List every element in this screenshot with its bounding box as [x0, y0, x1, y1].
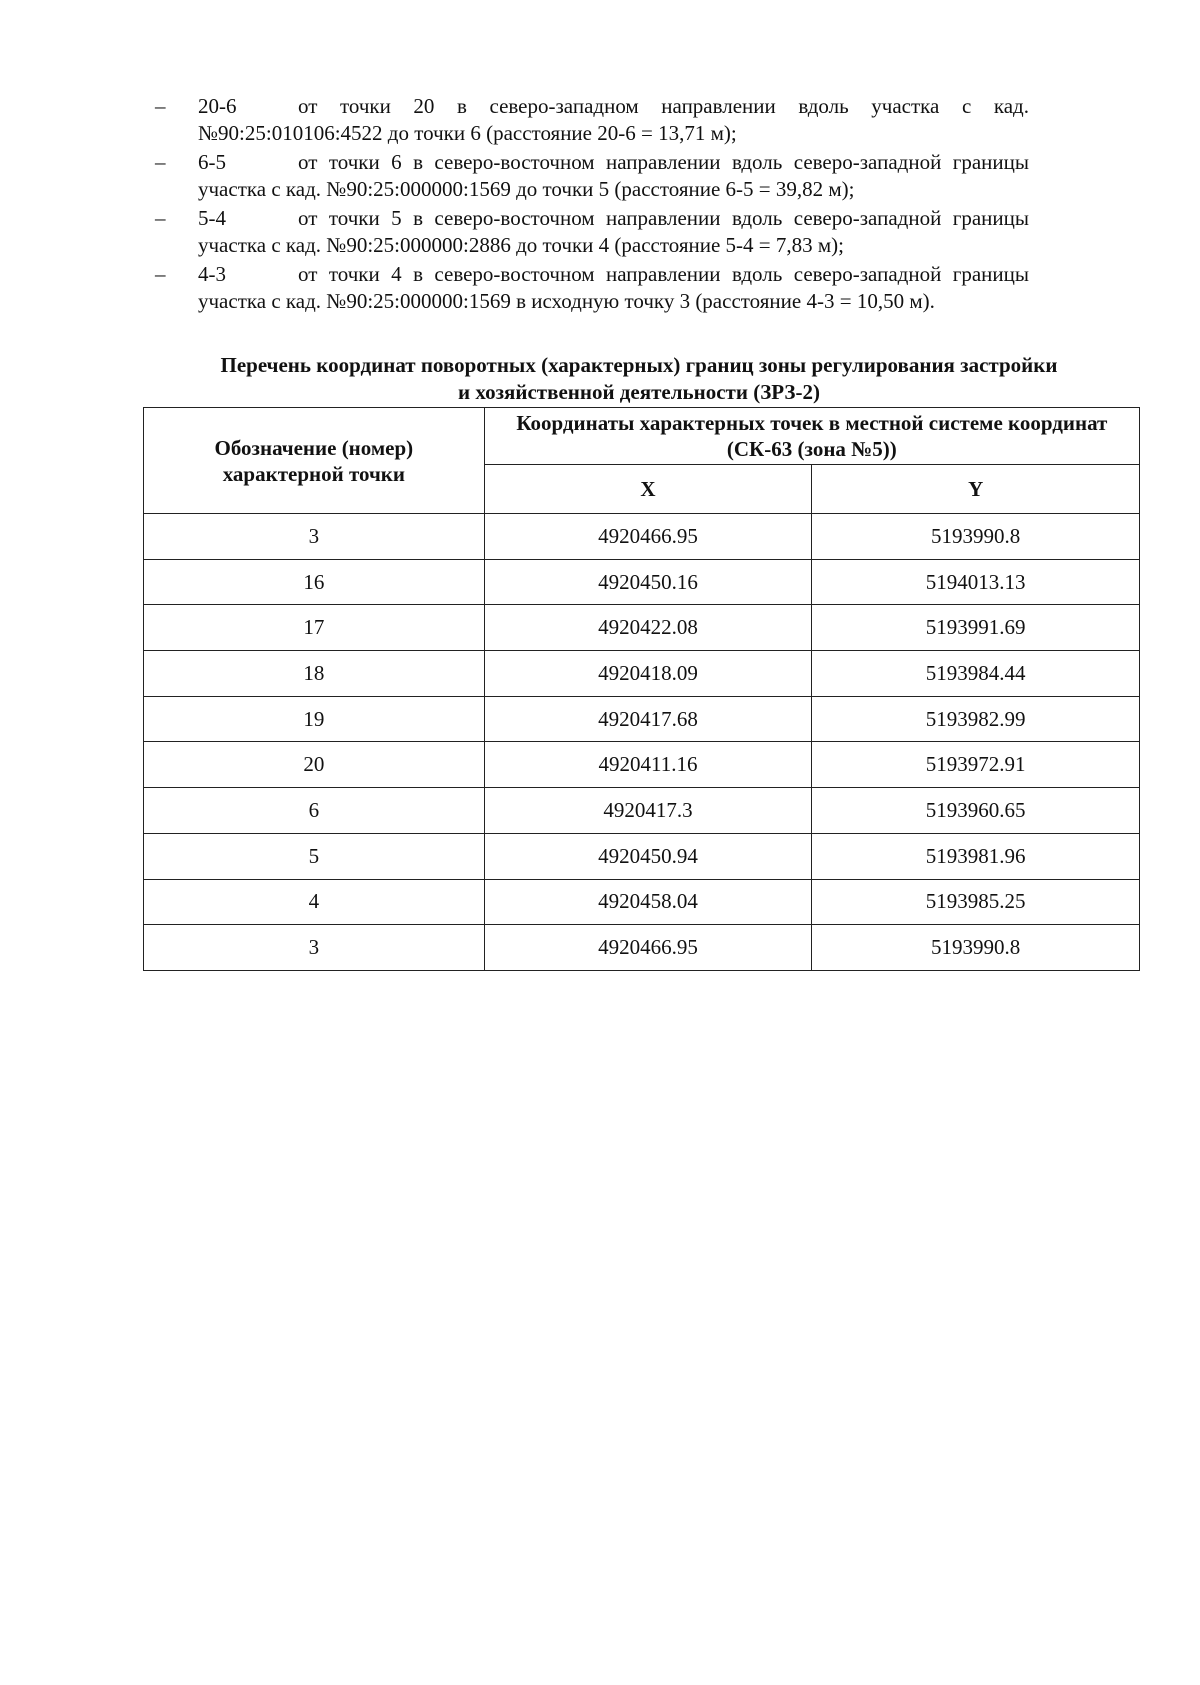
boundary-item-text: от точки 5 в северо-восточном направлении вдоль северо-западной границы — [298, 206, 1029, 230]
cell-x: 4920418.09 — [484, 651, 812, 697]
cell-point: 16 — [144, 559, 485, 605]
table-title-line1: Перечень координат поворотных (характерных) границ зоны регулирования застройки — [220, 353, 1058, 377]
cell-x: 4920466.95 — [484, 925, 812, 971]
table-title-line2: и хозяйственной деятельности (ЗРЗ-2) — [458, 380, 820, 404]
boundary-item-text: от точки 20 в северо-западном направлении вдоль участка с кад. — [298, 94, 1029, 118]
boundary-segment-code: 6-5 — [198, 150, 226, 174]
header-coordinates-group: Координаты характерных точек в местной системе координат (СК-63 (зона №5)) — [484, 408, 1139, 465]
boundary-item-text: от точки 6 в северо-восточном направлении вдоль северо-западной границы — [298, 150, 1029, 174]
boundary-item-line2: участка с кад. №90:25:000000:1569 до точки 5 (расстояние 6-5 = 39,82 м); — [198, 177, 855, 201]
cell-x: 4920417.3 — [484, 788, 812, 834]
boundary-item-line2: №90:25:010106:4522 до точки 6 (расстояние 20-6 = 13,71 м); — [198, 121, 737, 145]
cell-y: 5193982.99 — [812, 696, 1140, 742]
boundary-item-line1 — [198, 93, 1029, 120]
list-dash: – — [155, 150, 166, 174]
table-row — [144, 925, 1140, 971]
list-dash: – — [155, 206, 166, 230]
boundary-segment-code: 4-3 — [198, 262, 226, 286]
cell-point: 3 — [144, 925, 485, 971]
boundary-segment-code: 5-4 — [198, 206, 226, 230]
cell-x: 4920450.94 — [484, 833, 812, 879]
cell-point: 3 — [144, 514, 485, 560]
table-row — [144, 696, 1140, 742]
cell-y: 5193981.96 — [812, 833, 1140, 879]
cell-point: 20 — [144, 742, 485, 788]
header-y: Y — [812, 465, 1140, 514]
cell-y: 5193985.25 — [812, 879, 1140, 925]
table-row — [144, 742, 1140, 788]
table-row — [144, 559, 1140, 605]
boundary-segment-code: 20-6 — [198, 94, 237, 118]
boundary-item-line1 — [198, 261, 1029, 288]
cell-point: 18 — [144, 651, 485, 697]
boundary-description-list — [155, 93, 1123, 317]
boundary-item — [155, 261, 1123, 315]
table-title — [150, 352, 1128, 406]
cell-y: 5193984.44 — [812, 651, 1140, 697]
boundary-item-line1 — [198, 149, 1029, 176]
cell-x: 4920417.68 — [484, 696, 812, 742]
cell-y: 5193960.65 — [812, 788, 1140, 834]
cell-point: 6 — [144, 788, 485, 834]
cell-x: 4920450.16 — [484, 559, 812, 605]
table-row — [144, 833, 1140, 879]
table-row — [144, 651, 1140, 697]
cell-point: 17 — [144, 605, 485, 651]
cell-y: 5194013.13 — [812, 559, 1140, 605]
table-row — [144, 788, 1140, 834]
table-row — [144, 879, 1140, 925]
header-point-designation: Обозначение (номер) характерной точки — [144, 408, 485, 514]
boundary-item — [155, 205, 1123, 259]
cell-x: 4920458.04 — [484, 879, 812, 925]
list-dash: – — [155, 94, 166, 118]
coordinates-table — [143, 407, 1140, 971]
cell-point: 5 — [144, 833, 485, 879]
cell-x: 4920422.08 — [484, 605, 812, 651]
cell-y: 5193990.8 — [812, 514, 1140, 560]
boundary-item-text: от точки 4 в северо-восточном направлении вдоль северо-западной границы — [298, 262, 1029, 286]
list-dash: – — [155, 262, 166, 286]
boundary-item — [155, 149, 1123, 203]
cell-point: 19 — [144, 696, 485, 742]
boundary-item — [155, 93, 1123, 147]
cell-y: 5193991.69 — [812, 605, 1140, 651]
cell-x: 4920411.16 — [484, 742, 812, 788]
boundary-item-line1 — [198, 205, 1029, 232]
header-x: X — [484, 465, 812, 514]
cell-point: 4 — [144, 879, 485, 925]
boundary-item-line2: участка с кад. №90:25:000000:2886 до точки 4 (расстояние 5-4 = 7,83 м); — [198, 233, 844, 257]
cell-y: 5193990.8 — [812, 925, 1140, 971]
cell-y: 5193972.91 — [812, 742, 1140, 788]
cell-x: 4920466.95 — [484, 514, 812, 560]
boundary-item-line2: участка с кад. №90:25:000000:1569 в исходную точку 3 (расстояние 4-3 = 10,50 м). — [198, 289, 935, 313]
table-row — [144, 605, 1140, 651]
table-row — [144, 514, 1140, 560]
